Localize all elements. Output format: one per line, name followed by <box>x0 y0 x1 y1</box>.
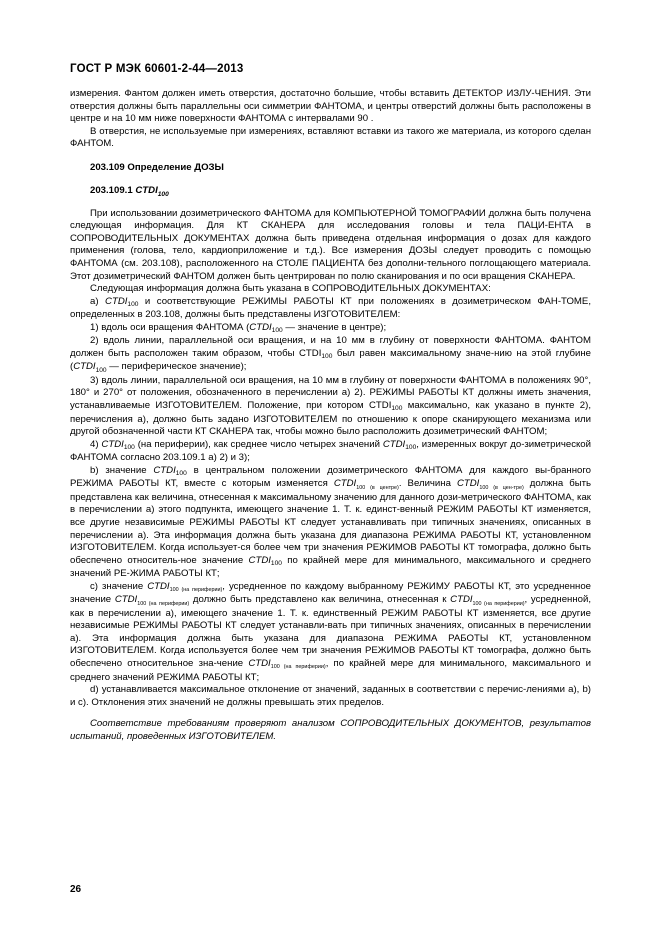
subsection-title-sub: 100 <box>157 190 169 198</box>
list-item-d: d) устанавливается максимальное отклонение от значений, заданных в соответствии с перечис-лениями а), b) и с). Отклонения этих значений не должны превышать этих пределов. <box>70 684 591 708</box>
ctdi-label: CTDI <box>456 478 480 490</box>
list-item-b: b) значение $CTDI_{100}$ в центральном положении дозиметрического ФАНТОМА для каждого вы-бранного РЕЖИМА РАБОТЫ КТ, вместе с которым изменяется $CTDI_{100 (в центре)}$. Величина $CTDI_{100 (в цен-тре)}$ должна быть представлена как величина, отнесенная к максимальному значению для данного дози-метрического ФАНТОМА, как в перечислении а) этого подпункта, имеющего значение 1. Т. к. единст-венный РЕЖИМ РАБОТЫ КТ изменяется, все другие независимые РЕЖИМЫ РАБОТЫ КТ следует устанавливать при типичных значениях, описанных в перечислении а). Эта информация должна быть указана для диапазона РЕЖИМА РАБОТЫ КТ, установленном ИЗГОТОВИТЕЛЕМ. Когда использует-ся более чем три значения РЕЖИМОВ РАБОТЫ КТ томографа, должно быть обеспечено относитель-ное значение $CTDI_{100}$ по крайней мере для минимального, максимального и среднего значений РЕ-ЖИМА РАБОТЫ КТ; <box>70 464 591 580</box>
paragraph-phantom-use: При использовании дозиметрического ФАНТОМА для КОМПЬЮТЕРНОЙ ТОМОГРАФИИ должна быть получена следующая информация. Для КТ СКАНЕРА для исследования головы и тела ПАЦИ-ЕНТА в СОПРОВОДИТЕЛЬНЫХ ДОКУМЕНТАХ должна быть приведена отдельная информация о дозах для каждого применения (голова, тело, кардиоприложение и т.д.). Все измерения ДОЗЫ следует проводить с помощью ФАНТОМА (см. 203.108), расположенного на СТОЛЕ ПАЦИЕНТА без дополни-тельного поглощающего материала. Этот дозиметрический ФАНТОМ должен быть центрирован по полю сканирования и по оси вращения СКАНЕРА. <box>70 207 591 282</box>
ctdi-label: CTDI <box>101 438 124 450</box>
paragraph-intro: измерения. Фантом должен иметь отверстия, достаточно большие, чтобы вставить ДЕТЕКТОР ИЗЛУ-ЧЕНИЯ. Эти отверстия должны быть параллельны оси симметрии ФАНТОМА, и центры отверстий должны быть расположены в центре и на 10 мм ниже поверхности ФАНТОМА с интервалами 90 . <box>70 88 591 125</box>
ctdi-label: CTDI <box>382 438 406 450</box>
document-body <box>70 88 591 743</box>
list-item-a3: 3) вдоль линии, параллельной оси вращения, на 10 мм в глубину от поверхности ФАНТОМА в положениях 90°, 180° и 270° от положения, обозначенного в перечислении а) 2). РЕЖИМЫ РАБОТЫ КТ должны иметь значения, устанавливаемые ИЗГОТОВИТЕЛЕМ. Положение, при котором $CTDI_{100}$ максимально, как указано в пункте 2), перечисления а), должно быть задано ИЗГОТОВИТЕЛЕМ по отношению к опоре сканирующего механизма или другой обозначенной части КТ СКАНЕРА так, чтобы можно было расположить дозиметрический ФАНТОМ; <box>70 374 591 438</box>
section-title: Определение ДОЗЫ <box>127 161 224 173</box>
subsection-title: $CTDI_{100}$ <box>135 185 169 198</box>
list-item-a1: 1) вдоль оси вращения ФАНТОМА ($CTDI_{100}$ — значение в центре); <box>90 321 387 335</box>
page-number: 26 <box>70 884 82 895</box>
header-text: ГОСТ Р МЭК 60601-2-44—2013 <box>70 63 244 75</box>
closing-note: Соответствие требованиям проверяют анализом СОПРОВОДИТЕЛЬНЫХ ДОКУМЕНТОВ, результатов испытаний, проведенных ИЗГОТОВИТЕЛЕМ. <box>70 718 591 742</box>
list-item-c: с) значение $CTDI_{100 (на периферии)}$, усредненное по каждому выбранному РЕЖИМУ РАБОТЫ КТ, это усредненное значение $CTDI_{100 (на периферии)}$ должно быть представлено как величина, отнесенная к $CTDI_{100 (на периферии)}$, усредненной, как в перечислении а), имеющего значение 1. Т. к. единственный РЕЖИМ РАБОТЫ КТ изменяется, все другие независимые РЕЖИМЫ РАБОТЫ КТ следует устанавли-вать при типичных значениях, описанных в перечислении а). Эта информация должна быть указана для диапазона РЕЖИМА РАБОТЫ КТ, установленном ИЗГОТОВИТЕЛЕМ. Когда используется более чем три значения РЕЖИМОВ РАБОТЫ КТ томографа, должно быть обеспечено относительное зна-чение $CTDI_{100 (на периферии)}$, по крайней мере для минимального, максимального и среднего значений РЕЖИМА РАБОТЫ КТ; <box>70 580 592 683</box>
ctdi-label: CTDI <box>147 580 170 592</box>
ctdi-label: CTDI <box>73 361 96 373</box>
list-item-a2: 2) вдоль линии, параллельной оси вращения, и на 10 мм в глубину от поверхности ФАНТОМА. ФАНТОМ должен быть расположен таким образом, чтобы $CTDI_{100}$ был равен максимальному значе-нию на этой глубине ($CTDI_{100}$ — периферическое значение); <box>70 335 591 374</box>
section-number: 203.109 <box>90 161 125 173</box>
ctdi-label: CTDI <box>249 321 272 333</box>
ctdi-label: CTDI <box>450 594 473 606</box>
subsection-number: 203.109.1 <box>90 185 133 197</box>
paragraph-following-info: Следующая информация должна быть указана в СОПРОВОДИТЕЛЬНЫХ ДОКУМЕНТАХ: <box>90 283 491 295</box>
paragraph-inserts: В отверстия, не используемые при измерениях, вставляют вставки из такого же материала, из которого сделан ФАНТОМ. <box>70 125 591 150</box>
section-heading <box>70 162 591 175</box>
ctdi-label: CTDI <box>114 594 138 606</box>
ctdi-label: CTDI <box>333 478 357 490</box>
ctdi-label: CTDI <box>248 657 271 669</box>
list-item-a: а) $CTDI_{100}$ и соответствующие РЕЖИМЫ РАБОТЫ КТ при положениях в дозиметрическом ФАН-ТОМЕ, определенных в 203.108, должны быть представлены ИЗГОТОВИТЕЛЕМ: <box>70 295 591 321</box>
subsection-heading <box>70 185 591 199</box>
page-header <box>70 63 244 75</box>
ctdi-label: CTDI <box>105 295 128 307</box>
list-item-a4: 4) $CTDI_{100}$ (на периферии), как среднее число четырех значений $CTDI_{100}$, измеренных вокруг до-зиметрической ФАНТОМА согласно 203.109.1 а) 2) и 3); <box>70 438 591 464</box>
ctdi-label: CTDI <box>153 464 176 476</box>
ctdi-label: CTDI <box>248 554 271 566</box>
